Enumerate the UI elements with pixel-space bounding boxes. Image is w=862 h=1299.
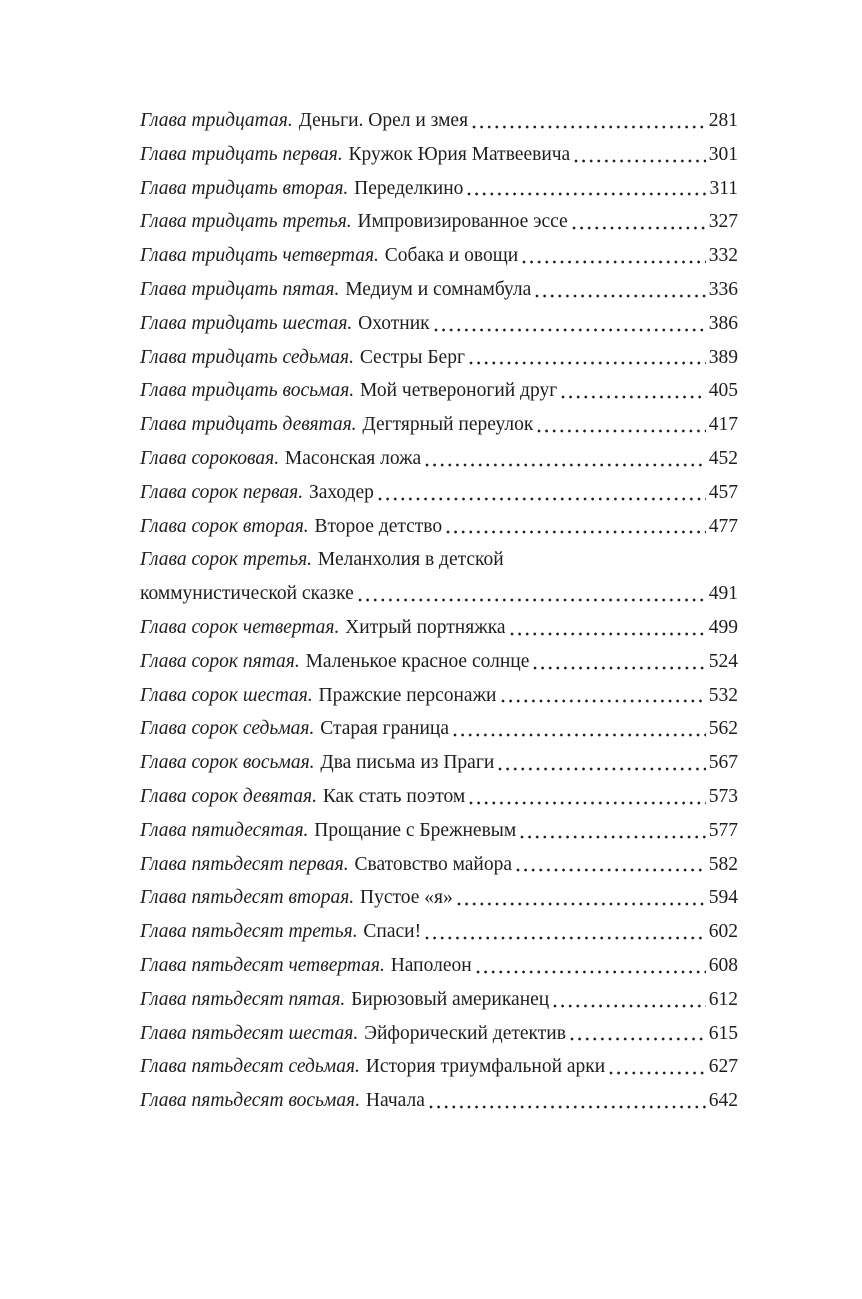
chapter-title: Заходер [308,481,374,503]
toc-entry [140,611,738,645]
toc-entry [140,712,738,746]
page-number: 562 [708,718,738,740]
toc-entry [140,1017,738,1051]
page-number: 457 [708,481,738,503]
page-number: 642 [708,1090,738,1112]
chapter-ordinal: Глава тридцать восьмая. [140,380,355,402]
toc-entry [140,273,738,307]
toc-entry [140,172,738,206]
page-number: 311 [709,177,738,199]
toc-entry [140,239,738,273]
chapter-title: Переделкино [354,177,464,199]
chapter-ordinal: Глава пятьдесят четвертая. [140,954,385,976]
chapter-title: Прощание с Брежневым [314,819,517,841]
chapter-ordinal: Глава пятьдесят шестая. [140,1022,359,1044]
dot-leader [467,172,706,206]
chapter-ordinal: Глава пятьдесят первая. [140,853,349,875]
chapter-title: Как стать поэтом [322,785,466,807]
page-number: 281 [708,110,738,131]
toc-entry [140,848,738,882]
chapter-title: Кружок Юрия Матвеевича [348,143,571,165]
chapter-title: Два письма из Праги [320,752,495,774]
chapter-title: Сестры Берг [359,346,465,368]
chapter-ordinal: Глава сорок пятая. [140,650,300,672]
chapter-ordinal: Глава сорок третья. [140,549,313,571]
page-number: 499 [708,616,738,638]
page-number: 627 [708,1056,738,1078]
toc-entry [140,476,738,510]
chapter-title: Деньги. Орел и змея [298,110,469,131]
chapter-title: Пустое «я» [360,887,453,909]
toc-entry [140,374,738,408]
toc-entry [140,104,738,138]
chapter-title: Мой четвероногий друг [359,380,558,402]
dot-leader [498,746,705,780]
dot-leader [533,645,705,679]
dot-leader [457,881,706,915]
toc-entry-continuation [140,577,738,611]
toc-entry [140,442,738,476]
chapter-title: История триумфальной арки [365,1056,606,1078]
toc-entry [140,307,738,341]
dot-leader [472,104,706,138]
chapter-title: Начала [365,1090,425,1112]
chapter-ordinal: Глава тридцать седьмая. [140,346,354,368]
chapter-title: Медиум и сомнамбула [345,278,532,300]
chapter-ordinal: Глава тридцать пятая. [140,278,340,300]
dot-leader [570,1017,706,1051]
toc-entry [140,543,738,577]
chapter-title-continued: коммунистической сказке [140,583,354,605]
page-number: 608 [708,954,738,976]
chapter-ordinal: Глава сорок шестая. [140,684,313,706]
page-number: 327 [708,211,738,233]
chapter-ordinal: Глава пятьдесят вторая. [140,887,355,909]
chapter-ordinal: Глава пятьдесят третья. [140,921,358,943]
page-number: 386 [708,312,738,334]
page-number: 567 [708,752,738,774]
page-number: 524 [708,650,738,672]
chapter-title: Собака и овощи [384,245,519,267]
page-number: 573 [708,785,738,807]
chapter-title: Сватовство майора [354,853,513,875]
page-number: 602 [708,921,738,943]
chapter-ordinal: Глава тридцать шестая. [140,312,353,334]
toc-entry [140,983,738,1017]
chapter-ordinal: Глава сорок вторая. [140,515,309,537]
dot-leader [561,374,706,408]
toc-entry [140,915,738,949]
page-number: 417 [708,414,738,436]
chapter-ordinal: Глава тридцать вторая. [140,177,349,199]
chapter-title: Спаси! [363,921,422,943]
chapter-title: Маленькое красное солнце [305,650,530,672]
dot-leader [469,780,706,814]
chapter-title: Дегтярный переулок [362,414,534,436]
chapter-ordinal: Глава сороковая. [140,447,280,469]
dot-leader [425,915,706,949]
toc-entry [140,881,738,915]
chapter-title: Эйфорический детектив [364,1022,566,1044]
page-number: 577 [708,819,738,841]
toc-entry [140,1050,738,1084]
page-number: 336 [708,278,738,300]
dot-leader [574,138,706,172]
toc-entry [140,814,738,848]
chapter-title: Старая граница [320,718,449,740]
page-number: 491 [708,583,738,605]
toc-entry [140,746,738,780]
dot-leader [537,408,705,442]
page-number: 477 [708,515,738,537]
dot-leader [553,983,706,1017]
chapter-ordinal: Глава пятидесятая. [140,819,309,841]
toc-entry [140,510,738,544]
toc-list [140,104,738,1118]
chapter-title: Импровизированное эссе [357,211,568,233]
dot-leader [510,611,706,645]
page-number: 615 [708,1022,738,1044]
toc-entry [140,408,738,442]
chapter-title: Меланхолия в детской [317,549,504,571]
page-number: 405 [708,380,738,402]
toc-entry [140,645,738,679]
dot-leader [501,679,706,713]
toc-entry [140,679,738,713]
dot-leader [535,273,705,307]
chapter-ordinal: Глава сорок первая. [140,481,304,503]
page-number: 389 [708,346,738,368]
chapter-ordinal: Глава сорок девятая. [140,785,317,807]
page-number: 301 [708,143,738,165]
chapter-ordinal: Глава пятьдесят седьмая. [140,1056,360,1078]
chapter-ordinal: Глава сорок восьмая. [140,752,315,774]
page-number: 452 [708,447,738,469]
page-number: 582 [708,853,738,875]
dot-leader [378,476,706,510]
toc-entry [140,1084,738,1118]
chapter-ordinal: Глава сорок четвертая. [140,616,340,638]
dot-leader [425,442,706,476]
chapter-ordinal: Глава тридцать первая. [140,143,343,165]
toc-entry [140,780,738,814]
dot-leader [520,814,706,848]
chapter-title: Пражские персонажи [318,684,497,706]
chapter-title: Наполеон [390,954,472,976]
dot-leader [572,205,706,239]
dot-leader [476,949,706,983]
page-number: 532 [708,684,738,706]
chapter-ordinal: Глава тридцатая. [140,110,293,131]
dot-leader [469,341,706,375]
dot-leader [358,577,706,611]
dot-leader [609,1050,706,1084]
dot-leader [429,1084,706,1118]
dot-leader [516,848,706,882]
chapter-ordinal: Глава пятьдесят восьмая. [140,1090,361,1112]
dot-leader [522,239,706,273]
chapter-ordinal: Глава сорок седьмая. [140,718,315,740]
chapter-title: Охотник [358,312,430,334]
chapter-ordinal: Глава тридцать третья. [140,211,352,233]
chapter-ordinal: Глава пятьдесят пятая. [140,988,346,1010]
dot-leader [453,712,706,746]
toc-entry [140,341,738,375]
chapter-title: Бирюзовый американец [351,988,550,1010]
chapter-title: Второе детство [314,515,443,537]
dot-leader [446,510,706,544]
dot-leader [434,307,706,341]
chapter-ordinal: Глава тридцать девятая. [140,414,357,436]
page-number: 332 [708,245,738,267]
chapter-title: Масонская ложа [284,447,422,469]
chapter-ordinal: Глава тридцать четвертая. [140,245,379,267]
page-number: 594 [708,887,738,909]
page-number: 612 [708,988,738,1010]
chapter-title: Хитрый портняжка [345,616,506,638]
toc-entry [140,949,738,983]
toc-entry [140,205,738,239]
toc-entry [140,138,738,172]
